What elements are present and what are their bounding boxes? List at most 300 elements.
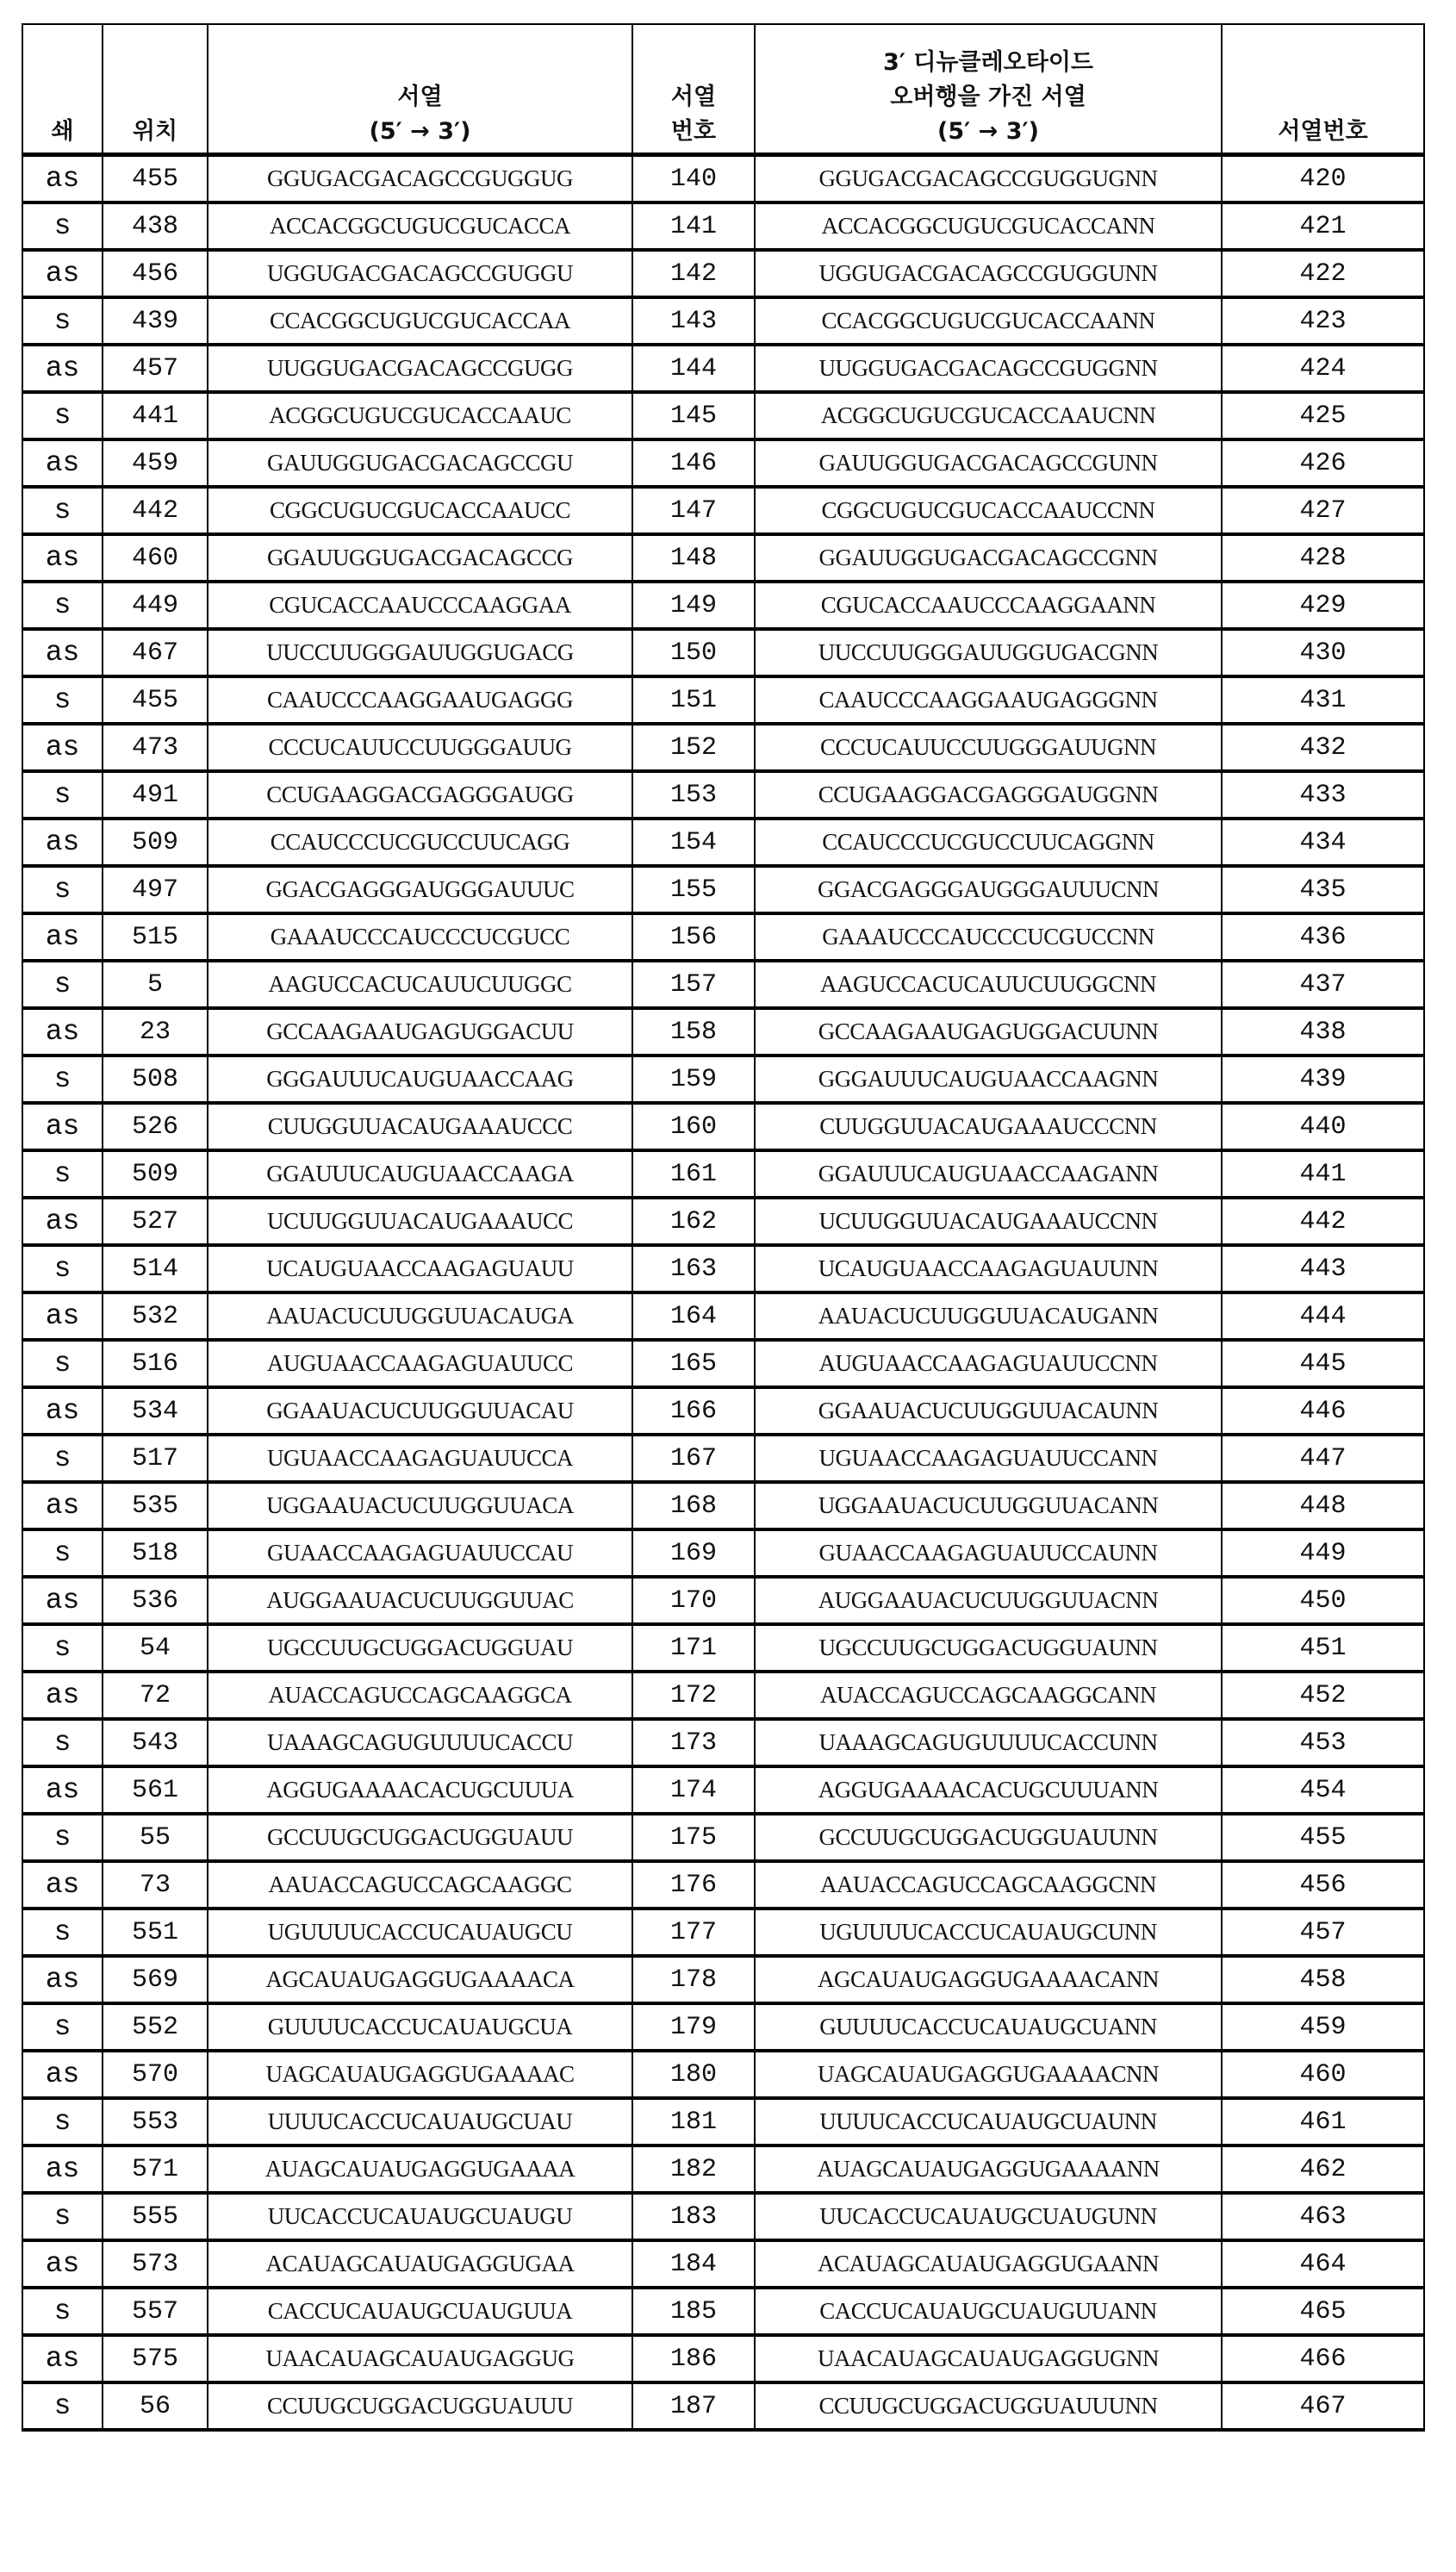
sequence-cell: GUAACCAAGAGUAUUCCAU bbox=[208, 1529, 632, 1577]
overhang-sequence-cell: AUGGAAUACUCUUGGUUACNN bbox=[755, 1577, 1222, 1624]
overhang-seq-id-cell: 441 bbox=[1222, 1150, 1424, 1198]
sequence-cell: GGACGAGGGAUGGGAUUUC bbox=[208, 866, 632, 913]
overhang-sequence-cell: UAACAUAGCAUAUGAGGUGNN bbox=[755, 2335, 1222, 2382]
overhang-seq-id-cell: 424 bbox=[1222, 345, 1424, 392]
header-seq-id: 서열 번호 bbox=[632, 24, 755, 155]
sequence-cell: UAGCAUAUGAGGUGAAAAC bbox=[208, 2051, 632, 2098]
overhang-sequence-cell: UCUUGGUUACAUGAAAUCCNN bbox=[755, 1198, 1222, 1245]
overhang-sequence-cell: GGAAUACUCUUGGUUACAUNN bbox=[755, 1387, 1222, 1435]
strand-cell: s bbox=[22, 2382, 103, 2430]
header-sequence bbox=[208, 24, 632, 155]
overhang-seq-id-cell: 458 bbox=[1222, 1956, 1424, 2003]
overhang-sequence-cell: GGUGACGACAGCCGUGGUGNN bbox=[755, 155, 1222, 203]
table-row bbox=[22, 345, 1424, 392]
overhang-seq-id-cell: 427 bbox=[1222, 487, 1424, 534]
overhang-sequence-cell: ACAUAGCAUAUGAGGUGAANN bbox=[755, 2240, 1222, 2288]
header-overhang-seq-id: 서열번호 bbox=[1222, 24, 1424, 155]
position-cell: 438 bbox=[103, 202, 208, 250]
overhang-sequence-cell: UGGAAUACUCUUGGUUACANN bbox=[755, 1482, 1222, 1529]
position-cell: 517 bbox=[103, 1435, 208, 1482]
overhang-seq-id-cell: 420 bbox=[1222, 155, 1424, 203]
position-cell: 56 bbox=[103, 2382, 208, 2430]
overhang-sequence-cell: ACGGCUGUCGUCACCAAUCNN bbox=[755, 392, 1222, 439]
strand-cell: as bbox=[22, 250, 103, 297]
overhang-sequence-cell: UUUUCACCUCAUAUGCUAUNN bbox=[755, 2098, 1222, 2145]
position-cell: 569 bbox=[103, 1956, 208, 2003]
sequence-cell: GCCUUGCUGGACUGGUAUU bbox=[208, 1814, 632, 1861]
strand-cell: as bbox=[22, 1482, 103, 1529]
table-row bbox=[22, 2098, 1424, 2145]
table-row bbox=[22, 1340, 1424, 1387]
overhang-seq-id-cell: 466 bbox=[1222, 2335, 1424, 2382]
strand-cell: s bbox=[22, 297, 103, 345]
table-row bbox=[22, 297, 1424, 345]
position-cell: 573 bbox=[103, 2240, 208, 2288]
strand-cell: as bbox=[22, 2051, 103, 2098]
strand-cell: s bbox=[22, 1624, 103, 1672]
position-cell: 441 bbox=[103, 392, 208, 439]
seq-id-cell: 182 bbox=[632, 2145, 755, 2193]
table-row bbox=[22, 913, 1424, 961]
overhang-seq-id-cell: 463 bbox=[1222, 2193, 1424, 2240]
table-row bbox=[22, 2145, 1424, 2193]
sequence-cell: GGAUUUCAUGUAACCAAGA bbox=[208, 1150, 632, 1198]
seq-id-cell: 149 bbox=[632, 582, 755, 629]
overhang-seq-id-cell: 422 bbox=[1222, 250, 1424, 297]
sequence-cell: GGUGACGACAGCCGUGGUG bbox=[208, 155, 632, 203]
overhang-seq-id-cell: 443 bbox=[1222, 1245, 1424, 1292]
strand-cell: as bbox=[22, 724, 103, 771]
strand-cell: s bbox=[22, 2003, 103, 2051]
table-row bbox=[22, 2003, 1424, 2051]
strand-cell: as bbox=[22, 1103, 103, 1150]
strand-cell: s bbox=[22, 1529, 103, 1577]
seq-id-cell: 140 bbox=[632, 155, 755, 203]
overhang-sequence-cell: AAUACCAGUCCAGCAAGGCNN bbox=[755, 1861, 1222, 1909]
overhang-seq-id-cell: 442 bbox=[1222, 1198, 1424, 1245]
seq-id-cell: 186 bbox=[632, 2335, 755, 2382]
overhang-sequence-cell: CGGCUGUCGUCACCAAUCCNN bbox=[755, 487, 1222, 534]
seq-id-cell: 147 bbox=[632, 487, 755, 534]
overhang-seq-id-cell: 454 bbox=[1222, 1766, 1424, 1814]
overhang-seq-id-cell: 426 bbox=[1222, 439, 1424, 487]
seq-id-cell: 185 bbox=[632, 2288, 755, 2335]
strand-cell: s bbox=[22, 1056, 103, 1103]
strand-cell: as bbox=[22, 1577, 103, 1624]
table-row bbox=[22, 1766, 1424, 1814]
seq-id-cell: 179 bbox=[632, 2003, 755, 2051]
table-row bbox=[22, 1909, 1424, 1956]
overhang-seq-id-cell: 467 bbox=[1222, 2382, 1424, 2430]
strand-cell: as bbox=[22, 534, 103, 582]
overhang-seq-id-cell: 425 bbox=[1222, 392, 1424, 439]
sequence-cell: UGUAACCAAGAGUAUUCCA bbox=[208, 1435, 632, 1482]
overhang-seq-id-cell: 447 bbox=[1222, 1435, 1424, 1482]
overhang-seq-id-cell: 451 bbox=[1222, 1624, 1424, 1672]
position-cell: 497 bbox=[103, 866, 208, 913]
table-row bbox=[22, 1814, 1424, 1861]
overhang-sequence-cell: AUGUAACCAAGAGUAUUCCNN bbox=[755, 1340, 1222, 1387]
overhang-seq-id-cell: 430 bbox=[1222, 629, 1424, 676]
seq-id-cell: 152 bbox=[632, 724, 755, 771]
overhang-sequence-cell: CCUGAAGGACGAGGGAUGGNN bbox=[755, 771, 1222, 819]
seq-id-cell: 187 bbox=[632, 2382, 755, 2430]
sequence-cell: GCCAAGAAUGAGUGGACUU bbox=[208, 1008, 632, 1056]
seq-id-cell: 181 bbox=[632, 2098, 755, 2145]
overhang-sequence-cell: AAGUCCACUCAUUCUUGGCNN bbox=[755, 961, 1222, 1008]
position-cell: 460 bbox=[103, 534, 208, 582]
table-row bbox=[22, 487, 1424, 534]
table-row bbox=[22, 676, 1424, 724]
overhang-sequence-cell: UAGCAUAUGAGGUGAAAACNN bbox=[755, 2051, 1222, 2098]
overhang-sequence-cell: UUCCUUGGGAUUGGUGACGNN bbox=[755, 629, 1222, 676]
sequence-cell: CCUUGCUGGACUGGUAUUU bbox=[208, 2382, 632, 2430]
seq-id-cell: 150 bbox=[632, 629, 755, 676]
seq-id-cell: 172 bbox=[632, 1672, 755, 1719]
overhang-sequence-cell: UGUAACCAAGAGUAUUCCANN bbox=[755, 1435, 1222, 1482]
seq-id-cell: 175 bbox=[632, 1814, 755, 1861]
overhang-sequence-cell: GGACGAGGGAUGGGAUUUCNN bbox=[755, 866, 1222, 913]
table-row bbox=[22, 961, 1424, 1008]
overhang-sequence-cell: CACCUCAUAUGCUAUGUUANN bbox=[755, 2288, 1222, 2335]
sequence-cell: UGCCUUGCUGGACUGGUAU bbox=[208, 1624, 632, 1672]
overhang-sequence-cell: GUAACCAAGAGUAUUCCAUNN bbox=[755, 1529, 1222, 1577]
sequence-cell: GGAUUGGUGACGACAGCCG bbox=[208, 534, 632, 582]
overhang-sequence-cell: GCCUUGCUGGACUGGUAUUNN bbox=[755, 1814, 1222, 1861]
overhang-seq-id-cell: 464 bbox=[1222, 2240, 1424, 2288]
strand-cell: as bbox=[22, 345, 103, 392]
table-row bbox=[22, 819, 1424, 866]
position-cell: 561 bbox=[103, 1766, 208, 1814]
position-cell: 72 bbox=[103, 1672, 208, 1719]
sequence-cell: GUUUUCACCUCAUAUGCUA bbox=[208, 2003, 632, 2051]
strand-cell: s bbox=[22, 866, 103, 913]
overhang-seq-id-cell: 449 bbox=[1222, 1529, 1424, 1577]
document-page bbox=[22, 23, 1423, 2432]
table-body bbox=[22, 155, 1424, 2431]
table-row bbox=[22, 392, 1424, 439]
position-cell: 491 bbox=[103, 771, 208, 819]
overhang-seq-id-cell: 439 bbox=[1222, 1056, 1424, 1103]
strand-cell: s bbox=[22, 676, 103, 724]
seq-id-cell: 146 bbox=[632, 439, 755, 487]
table-row bbox=[22, 2240, 1424, 2288]
position-cell: 455 bbox=[103, 155, 208, 203]
overhang-seq-id-cell: 455 bbox=[1222, 1814, 1424, 1861]
strand-cell: as bbox=[22, 913, 103, 961]
overhang-sequence-cell: AUAGCAUAUGAGGUGAAAANN bbox=[755, 2145, 1222, 2193]
overhang-sequence-cell: GAAAUCCCAUCCCUCGUCCNN bbox=[755, 913, 1222, 961]
position-cell: 457 bbox=[103, 345, 208, 392]
sequence-cell: GAUUGGUGACGACAGCCGU bbox=[208, 439, 632, 487]
strand-cell: as bbox=[22, 819, 103, 866]
overhang-sequence-cell: GGGAUUUCAUGUAACCAAGNN bbox=[755, 1056, 1222, 1103]
overhang-seq-id-cell: 446 bbox=[1222, 1387, 1424, 1435]
table-row bbox=[22, 1245, 1424, 1292]
overhang-seq-id-cell: 440 bbox=[1222, 1103, 1424, 1150]
position-cell: 439 bbox=[103, 297, 208, 345]
overhang-sequence-cell: CAAUCCCAAGGAAUGAGGGNN bbox=[755, 676, 1222, 724]
table-row bbox=[22, 250, 1424, 297]
strand-cell: as bbox=[22, 155, 103, 203]
sequence-cell: AAUACCAGUCCAGCAAGGC bbox=[208, 1861, 632, 1909]
overhang-seq-id-cell: 459 bbox=[1222, 2003, 1424, 2051]
table-row bbox=[22, 1861, 1424, 1909]
overhang-sequence-cell: CCCUCAUUCCUUGGGAUUGNN bbox=[755, 724, 1222, 771]
table-row bbox=[22, 1150, 1424, 1198]
sequence-cell: CGUCACCAAUCCCAAGGAA bbox=[208, 582, 632, 629]
position-cell: 535 bbox=[103, 1482, 208, 1529]
sequence-cell: AUGUAACCAAGAGUAUUCC bbox=[208, 1340, 632, 1387]
overhang-seq-id-cell: 421 bbox=[1222, 202, 1424, 250]
overhang-seq-id-cell: 444 bbox=[1222, 1292, 1424, 1340]
overhang-sequence-cell: ACCACGGCUGUCGUCACCANN bbox=[755, 202, 1222, 250]
sequence-cell: CGGCUGUCGUCACCAAUCC bbox=[208, 487, 632, 534]
position-cell: 23 bbox=[103, 1008, 208, 1056]
strand-cell: s bbox=[22, 582, 103, 629]
seq-id-cell: 144 bbox=[632, 345, 755, 392]
overhang-sequence-cell: CGUCACCAAUCCCAAGGAANN bbox=[755, 582, 1222, 629]
strand-cell: as bbox=[22, 1198, 103, 1245]
table-row bbox=[22, 1577, 1424, 1624]
seq-id-cell: 178 bbox=[632, 1956, 755, 2003]
table-row bbox=[22, 439, 1424, 487]
position-cell: 455 bbox=[103, 676, 208, 724]
position-cell: 570 bbox=[103, 2051, 208, 2098]
strand-cell: as bbox=[22, 1672, 103, 1719]
position-cell: 508 bbox=[103, 1056, 208, 1103]
strand-cell: s bbox=[22, 2098, 103, 2145]
seq-id-cell: 169 bbox=[632, 1529, 755, 1577]
strand-cell: as bbox=[22, 1861, 103, 1909]
sequence-cell: UCUUGGUUACAUGAAAUCC bbox=[208, 1198, 632, 1245]
position-cell: 515 bbox=[103, 913, 208, 961]
header-strand: 쇄 bbox=[22, 24, 103, 155]
overhang-sequence-cell: UCAUGUAACCAAGAGUAUUNN bbox=[755, 1245, 1222, 1292]
sequence-cell: UUGGUGACGACAGCCGUGG bbox=[208, 345, 632, 392]
seq-id-cell: 145 bbox=[632, 392, 755, 439]
table-row bbox=[22, 1387, 1424, 1435]
overhang-seq-id-cell: 465 bbox=[1222, 2288, 1424, 2335]
position-cell: 456 bbox=[103, 250, 208, 297]
overhang-sequence-cell: UGGUGACGACAGCCGUGGUNN bbox=[755, 250, 1222, 297]
overhang-sequence-cell: GCCAAGAAUGAGUGGACUUNN bbox=[755, 1008, 1222, 1056]
overhang-seq-id-cell: 428 bbox=[1222, 534, 1424, 582]
strand-cell: as bbox=[22, 2335, 103, 2382]
table-row bbox=[22, 2288, 1424, 2335]
overhang-seq-id-cell: 438 bbox=[1222, 1008, 1424, 1056]
overhang-seq-id-cell: 433 bbox=[1222, 771, 1424, 819]
strand-cell: s bbox=[22, 1909, 103, 1956]
strand-cell: as bbox=[22, 1956, 103, 2003]
strand-cell: s bbox=[22, 961, 103, 1008]
overhang-seq-id-cell: 460 bbox=[1222, 2051, 1424, 2098]
header-sequence-direction: (5′ → 3′) bbox=[369, 118, 471, 145]
sequence-cell: AUACCAGUCCAGCAAGGCA bbox=[208, 1672, 632, 1719]
position-cell: 553 bbox=[103, 2098, 208, 2145]
header-overhang-sequence: 3′ 디뉴클레오타이드 오버행을 가진 서열 (5′ → 3′) bbox=[755, 24, 1222, 155]
sequence-cell: ACGGCUGUCGUCACCAAUC bbox=[208, 392, 632, 439]
sequence-cell: ACAUAGCAUAUGAGGUGAA bbox=[208, 2240, 632, 2288]
strand-cell: s bbox=[22, 487, 103, 534]
overhang-seq-id-cell: 452 bbox=[1222, 1672, 1424, 1719]
seq-id-cell: 164 bbox=[632, 1292, 755, 1340]
strand-cell: s bbox=[22, 2288, 103, 2335]
table-row bbox=[22, 1008, 1424, 1056]
strand-cell: as bbox=[22, 2145, 103, 2193]
overhang-sequence-cell: UAAAGCAGUGUUUUCACCUNN bbox=[755, 1719, 1222, 1766]
position-cell: 551 bbox=[103, 1909, 208, 1956]
table-row bbox=[22, 155, 1424, 203]
position-cell: 473 bbox=[103, 724, 208, 771]
seq-id-cell: 156 bbox=[632, 913, 755, 961]
sequence-cell: GAAAUCCCAUCCCUCGUCC bbox=[208, 913, 632, 961]
sequence-cell: AGCAUAUGAGGUGAAAACA bbox=[208, 1956, 632, 2003]
position-cell: 54 bbox=[103, 1624, 208, 1672]
sequence-cell: UAACAUAGCAUAUGAGGUG bbox=[208, 2335, 632, 2382]
position-cell: 518 bbox=[103, 1529, 208, 1577]
overhang-seq-id-cell: 429 bbox=[1222, 582, 1424, 629]
overhang-sequence-cell: CCACGGCUGUCGUCACCAANN bbox=[755, 297, 1222, 345]
table-row bbox=[22, 1056, 1424, 1103]
table-row bbox=[22, 771, 1424, 819]
strand-cell: as bbox=[22, 2240, 103, 2288]
seq-id-cell: 173 bbox=[632, 1719, 755, 1766]
overhang-sequence-cell: AGGUGAAAACACUGCUUUANN bbox=[755, 1766, 1222, 1814]
table-row bbox=[22, 1482, 1424, 1529]
sequence-cell: AGGUGAAAACACUGCUUUA bbox=[208, 1766, 632, 1814]
position-cell: 557 bbox=[103, 2288, 208, 2335]
seq-id-cell: 174 bbox=[632, 1766, 755, 1814]
position-cell: 449 bbox=[103, 582, 208, 629]
table-row bbox=[22, 1103, 1424, 1150]
sequence-cell: CACCUCAUAUGCUAUGUUA bbox=[208, 2288, 632, 2335]
overhang-seq-id-cell: 453 bbox=[1222, 1719, 1424, 1766]
position-cell: 5 bbox=[103, 961, 208, 1008]
overhang-sequence-cell: AAUACUCUUGGUUACAUGANN bbox=[755, 1292, 1222, 1340]
overhang-seq-id-cell: 437 bbox=[1222, 961, 1424, 1008]
seq-id-cell: 176 bbox=[632, 1861, 755, 1909]
sequence-cell: UUCCUUGGGAUUGGUGACG bbox=[208, 629, 632, 676]
overhang-sequence-cell: AUACCAGUCCAGCAAGGCANN bbox=[755, 1672, 1222, 1719]
position-cell: 536 bbox=[103, 1577, 208, 1624]
strand-cell: as bbox=[22, 1766, 103, 1814]
table-row bbox=[22, 1624, 1424, 1672]
sequence-table bbox=[22, 23, 1425, 2432]
sequence-cell: AAGUCCACUCAUUCUUGGC bbox=[208, 961, 632, 1008]
sequence-cell: AUGGAAUACUCUUGGUUAC bbox=[208, 1577, 632, 1624]
table-header bbox=[22, 24, 1424, 155]
seq-id-cell: 154 bbox=[632, 819, 755, 866]
position-cell: 534 bbox=[103, 1387, 208, 1435]
sequence-cell: CCCUCAUUCCUUGGGAUUG bbox=[208, 724, 632, 771]
overhang-sequence-cell: UGUUUUCACCUCAUAUGCUNN bbox=[755, 1909, 1222, 1956]
strand-cell: s bbox=[22, 392, 103, 439]
seq-id-cell: 180 bbox=[632, 2051, 755, 2098]
overhang-sequence-cell: UUCACCUCAUAUGCUAUGUNN bbox=[755, 2193, 1222, 2240]
seq-id-cell: 177 bbox=[632, 1909, 755, 1956]
overhang-seq-id-cell: 456 bbox=[1222, 1861, 1424, 1909]
sequence-cell: GGGAUUUCAUGUAACCAAG bbox=[208, 1056, 632, 1103]
strand-cell: s bbox=[22, 1340, 103, 1387]
position-cell: 516 bbox=[103, 1340, 208, 1387]
seq-id-cell: 183 bbox=[632, 2193, 755, 2240]
position-cell: 509 bbox=[103, 1150, 208, 1198]
strand-cell: as bbox=[22, 1292, 103, 1340]
table-row bbox=[22, 866, 1424, 913]
seq-id-cell: 184 bbox=[632, 2240, 755, 2288]
seq-id-cell: 148 bbox=[632, 534, 755, 582]
strand-cell: as bbox=[22, 439, 103, 487]
table-row bbox=[22, 724, 1424, 771]
seq-id-cell: 159 bbox=[632, 1056, 755, 1103]
overhang-sequence-cell: CUUGGUUACAUGAAAUCCCNN bbox=[755, 1103, 1222, 1150]
position-cell: 459 bbox=[103, 439, 208, 487]
seq-id-cell: 143 bbox=[632, 297, 755, 345]
overhang-sequence-cell: CCUUGCUGGACUGGUAUUUNN bbox=[755, 2382, 1222, 2430]
seq-id-cell: 155 bbox=[632, 866, 755, 913]
position-cell: 55 bbox=[103, 1814, 208, 1861]
sequence-cell: ACCACGGCUGUCGUCACCA bbox=[208, 202, 632, 250]
overhang-seq-id-cell: 434 bbox=[1222, 819, 1424, 866]
strand-cell: as bbox=[22, 629, 103, 676]
position-cell: 571 bbox=[103, 2145, 208, 2193]
table-row bbox=[22, 1956, 1424, 2003]
table-row bbox=[22, 1529, 1424, 1577]
table-row bbox=[22, 202, 1424, 250]
overhang-sequence-cell: GGAUUUCAUGUAACCAAGANN bbox=[755, 1150, 1222, 1198]
strand-cell: s bbox=[22, 1435, 103, 1482]
overhang-sequence-cell: AGCAUAUGAGGUGAAAACANN bbox=[755, 1956, 1222, 2003]
sequence-cell: CCUGAAGGACGAGGGAUGG bbox=[208, 771, 632, 819]
position-cell: 467 bbox=[103, 629, 208, 676]
seq-id-cell: 170 bbox=[632, 1577, 755, 1624]
overhang-sequence-cell: GUUUUCACCUCAUAUGCUANN bbox=[755, 2003, 1222, 2051]
seq-id-cell: 160 bbox=[632, 1103, 755, 1150]
position-cell: 526 bbox=[103, 1103, 208, 1150]
position-cell: 442 bbox=[103, 487, 208, 534]
position-cell: 514 bbox=[103, 1245, 208, 1292]
table-row bbox=[22, 1719, 1424, 1766]
overhang-seq-id-cell: 450 bbox=[1222, 1577, 1424, 1624]
seq-id-cell: 165 bbox=[632, 1340, 755, 1387]
overhang-sequence-cell: CCAUCCCUCGUCCUUCAGGNN bbox=[755, 819, 1222, 866]
position-cell: 575 bbox=[103, 2335, 208, 2382]
strand-cell: as bbox=[22, 1008, 103, 1056]
sequence-cell: CCAUCCCUCGUCCUUCAGG bbox=[208, 819, 632, 866]
seq-id-cell: 162 bbox=[632, 1198, 755, 1245]
table-row bbox=[22, 2382, 1424, 2430]
seq-id-cell: 166 bbox=[632, 1387, 755, 1435]
strand-cell: s bbox=[22, 1245, 103, 1292]
sequence-cell: CUUGGUUACAUGAAAUCCC bbox=[208, 1103, 632, 1150]
strand-cell: s bbox=[22, 2193, 103, 2240]
sequence-cell: UCAUGUAACCAAGAGUAUU bbox=[208, 1245, 632, 1292]
table-row bbox=[22, 1292, 1424, 1340]
seq-id-cell: 151 bbox=[632, 676, 755, 724]
position-cell: 532 bbox=[103, 1292, 208, 1340]
sequence-cell: UUUUCACCUCAUAUGCUAU bbox=[208, 2098, 632, 2145]
overhang-seq-id-cell: 461 bbox=[1222, 2098, 1424, 2145]
overhang-sequence-cell: GGAUUGGUGACGACAGCCGNN bbox=[755, 534, 1222, 582]
overhang-seq-id-cell: 423 bbox=[1222, 297, 1424, 345]
strand-cell: s bbox=[22, 202, 103, 250]
seq-id-cell: 141 bbox=[632, 202, 755, 250]
sequence-cell: UUCACCUCAUAUGCUAUGU bbox=[208, 2193, 632, 2240]
seq-id-cell: 171 bbox=[632, 1624, 755, 1672]
table-row bbox=[22, 1435, 1424, 1482]
sequence-cell: AAUACUCUUGGUUACAUGA bbox=[208, 1292, 632, 1340]
